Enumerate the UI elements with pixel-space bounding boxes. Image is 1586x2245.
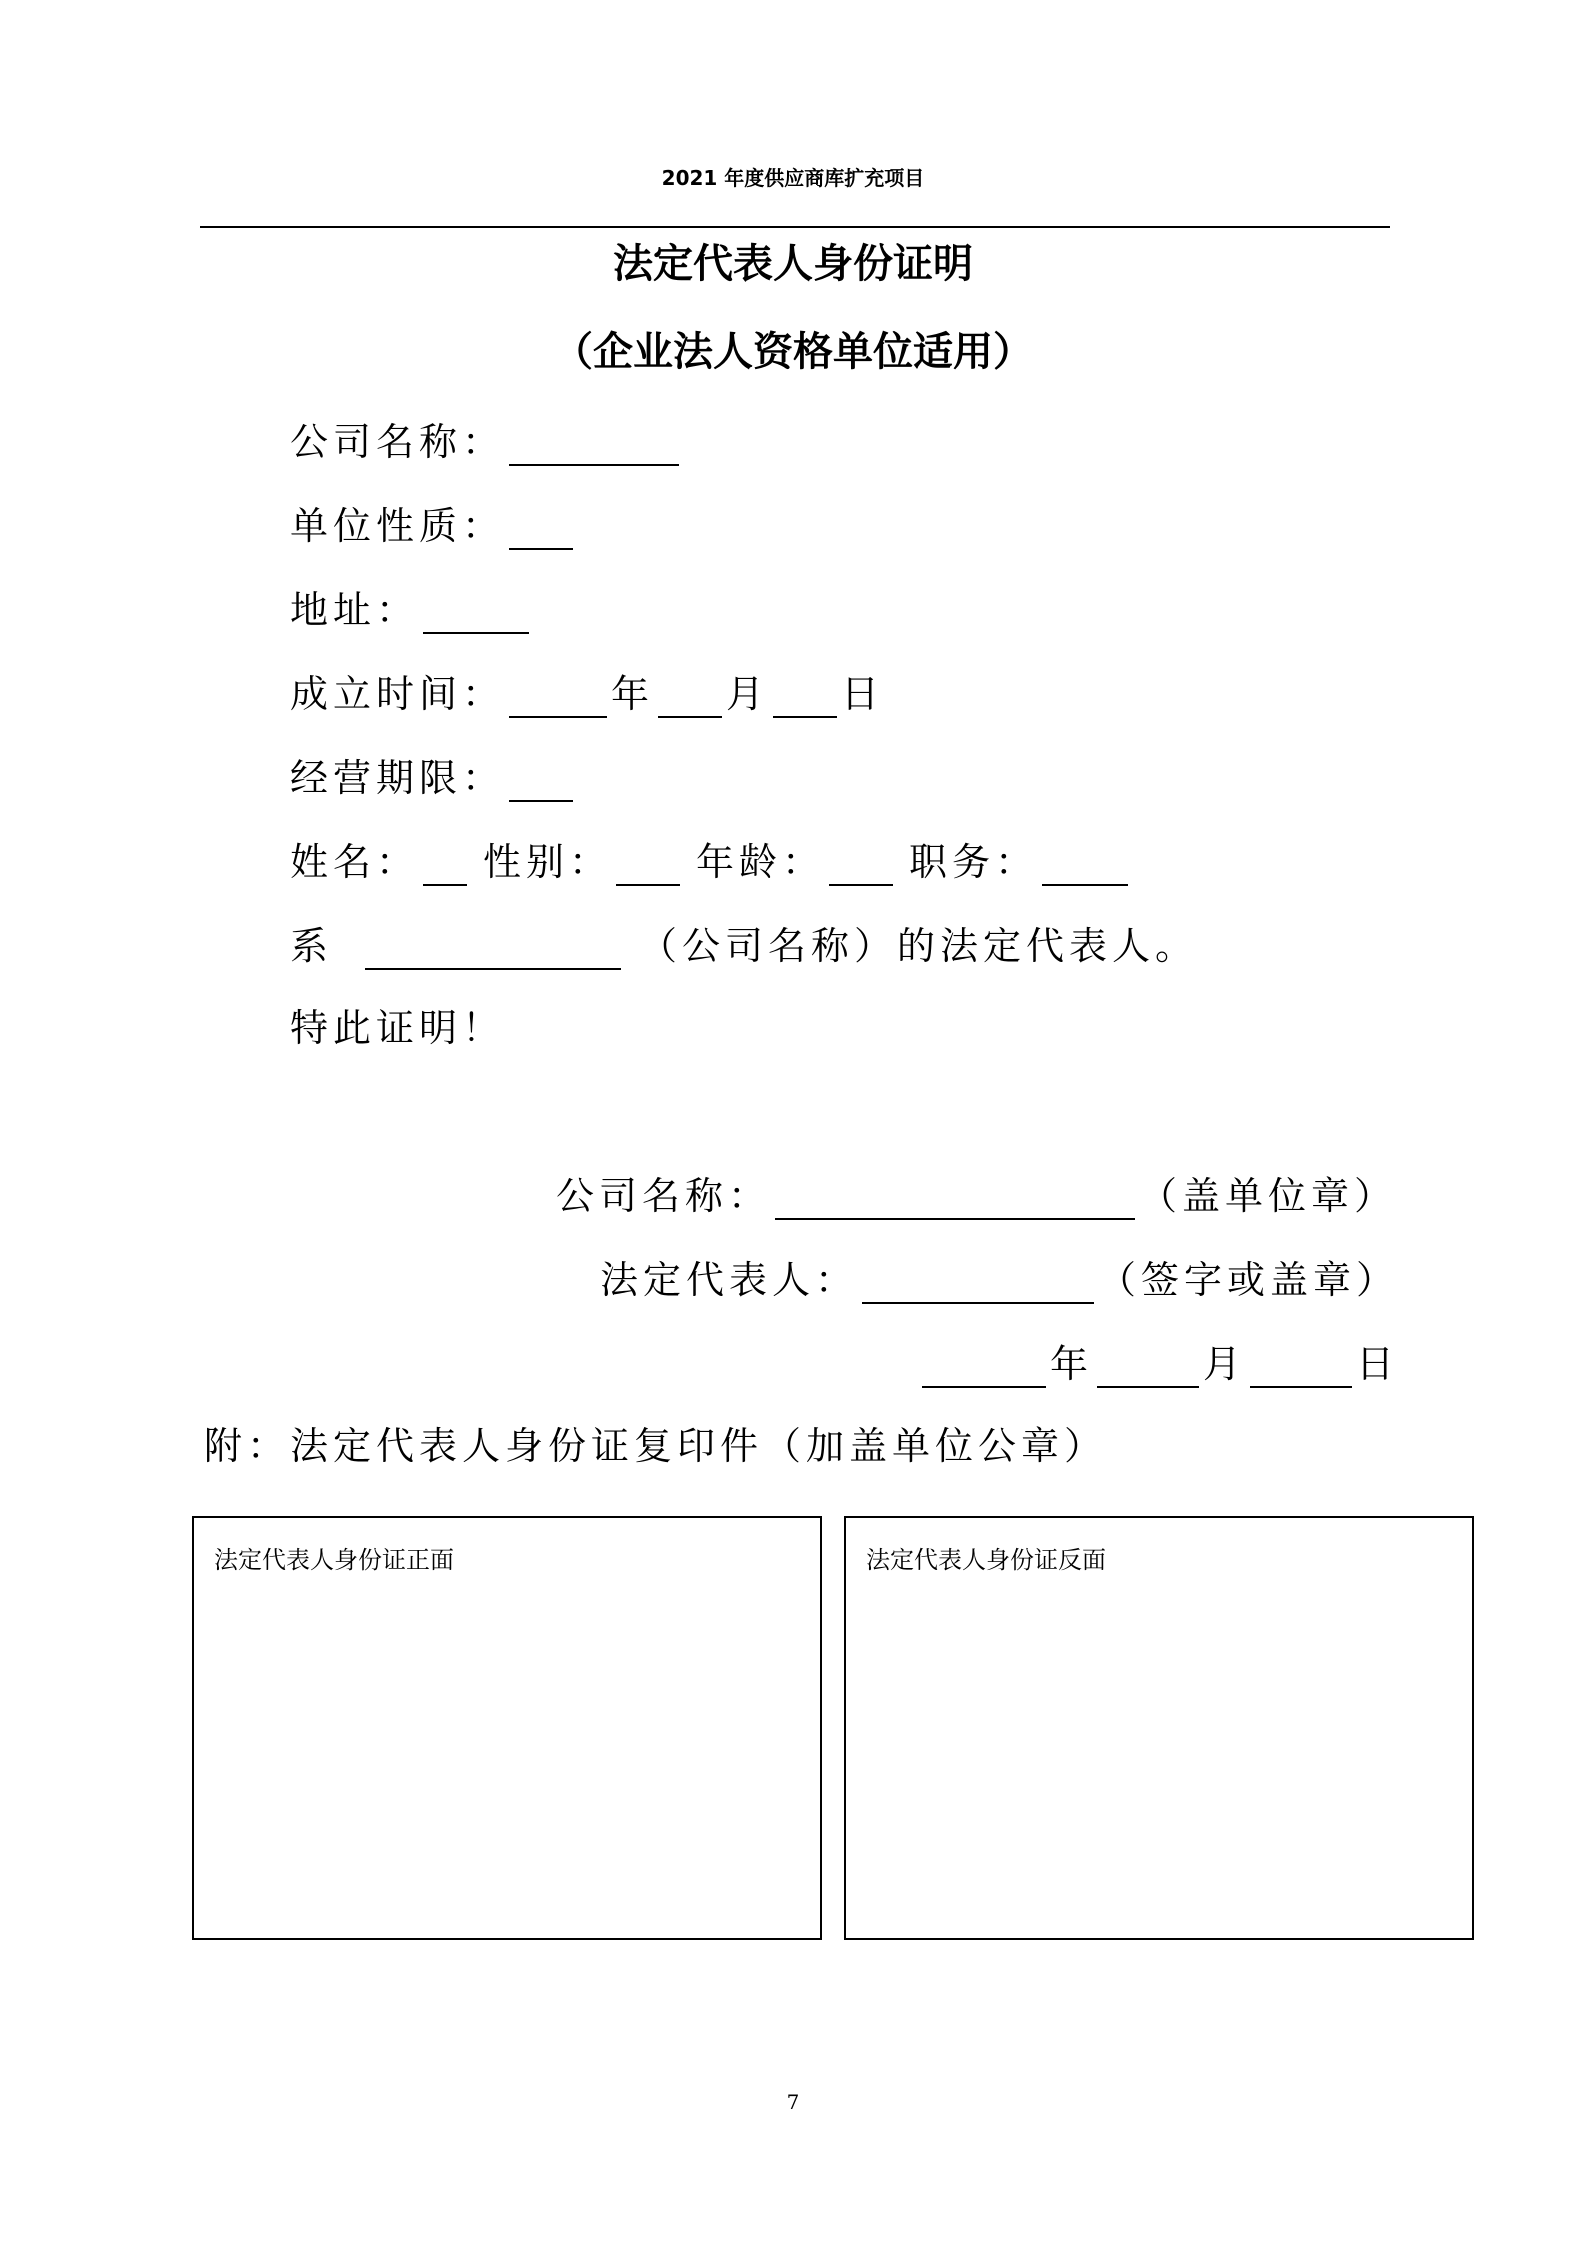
sign-month-label: 月 <box>1203 1342 1247 1386</box>
position-label: 职务： <box>909 840 1039 884</box>
age-blank[interactable] <box>829 848 893 886</box>
id-back-box[interactable] <box>844 1516 1474 1940</box>
term-blank[interactable] <box>509 764 573 802</box>
established-day-blank[interactable] <box>773 680 837 718</box>
is-prefix: 系 <box>290 924 334 968</box>
address-label: 地址： <box>290 588 420 632</box>
position-blank[interactable] <box>1042 848 1128 886</box>
established-day-label: 日 <box>841 672 885 716</box>
is-suffix: （公司名称）的法定代表人。 <box>639 924 1199 968</box>
sign-company-row <box>556 1172 1397 1220</box>
sign-rep-label: 法定代表人： <box>600 1258 859 1302</box>
unit-nature-row <box>290 502 577 550</box>
sign-month-blank[interactable] <box>1097 1350 1199 1388</box>
sign-date-row <box>918 1340 1399 1388</box>
established-label: 成立时间： <box>290 672 506 716</box>
established-month-label: 月 <box>726 672 770 716</box>
certify-row <box>290 1004 505 1052</box>
id-front-box[interactable] <box>192 1516 822 1940</box>
sign-year-label: 年 <box>1050 1342 1094 1386</box>
age-label: 年龄： <box>696 840 826 884</box>
gender-blank[interactable] <box>616 848 680 886</box>
legal-rep-row <box>290 922 1198 970</box>
term-label: 经营期限： <box>290 756 506 800</box>
established-row <box>290 670 884 718</box>
certify-text: 特此证明！ <box>290 1006 506 1050</box>
company-name-label: 公司名称： <box>290 420 506 464</box>
legal-rep-company-blank[interactable] <box>365 932 621 970</box>
established-year-blank[interactable] <box>509 680 607 718</box>
unit-nature-label: 单位性质： <box>290 504 506 548</box>
sign-day-blank[interactable] <box>1250 1350 1352 1388</box>
document-title: 法定代表人身份证明 <box>613 241 973 287</box>
unit-nature-blank[interactable] <box>509 512 573 550</box>
sign-rep-blank[interactable] <box>862 1266 1094 1304</box>
page-header: 2021 年度供应商库扩充项目 <box>661 166 925 190</box>
address-row <box>290 586 533 634</box>
address-blank[interactable] <box>423 596 529 634</box>
sign-day-label: 日 <box>1356 1342 1400 1386</box>
established-year-label: 年 <box>611 672 655 716</box>
id-front-label: 法定代表人身份证正面 <box>214 1546 454 1574</box>
name-blank[interactable] <box>423 848 467 886</box>
id-back-label: 法定代表人身份证反面 <box>866 1546 1106 1574</box>
company-name-row <box>290 418 683 466</box>
sign-rep-row <box>600 1256 1399 1304</box>
sign-company-blank[interactable] <box>775 1182 1135 1220</box>
attachment-note: 附：法定代表人身份证复印件（加盖单位公章） <box>204 1424 1108 1468</box>
document-subtitle: （企业法人资格单位适用） <box>553 329 1033 375</box>
person-row <box>290 838 1132 886</box>
sign-company-label: 公司名称： <box>556 1174 772 1218</box>
header-divider <box>200 226 1390 228</box>
attachment-note-row <box>204 1422 1107 1470</box>
sign-rep-seal: （签字或盖章） <box>1098 1258 1400 1302</box>
established-month-blank[interactable] <box>658 680 722 718</box>
name-label: 姓名： <box>290 840 420 884</box>
gender-label: 性别： <box>483 840 613 884</box>
term-row <box>290 754 577 802</box>
company-name-blank[interactable] <box>509 428 679 466</box>
sign-year-blank[interactable] <box>922 1350 1046 1388</box>
page-number: 7 <box>786 2090 800 2114</box>
sign-company-seal: （盖单位章） <box>1139 1174 1398 1218</box>
